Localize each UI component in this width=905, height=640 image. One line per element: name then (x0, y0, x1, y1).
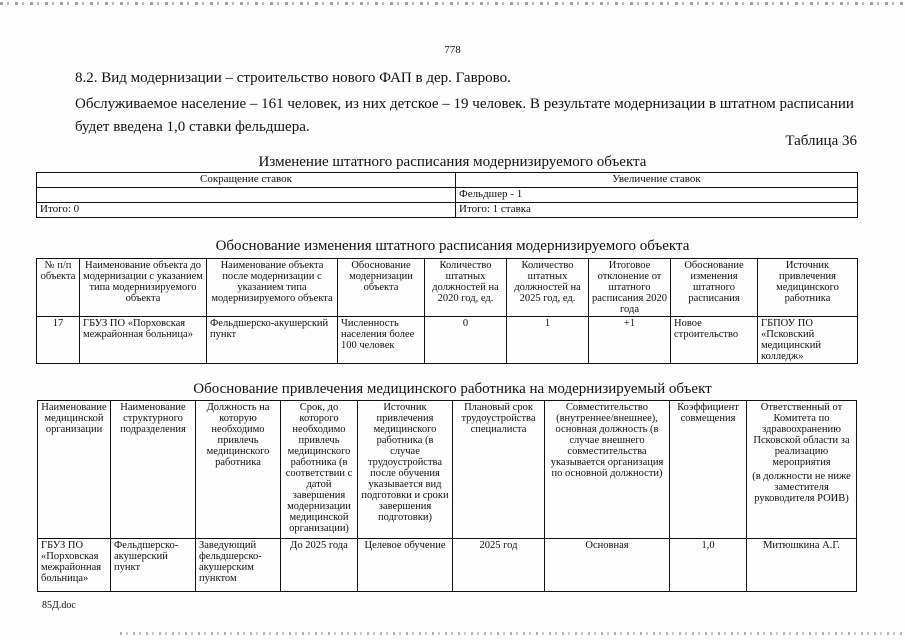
total-reduction: Итого: 0 (37, 203, 456, 218)
staffing-justification-table (36, 258, 858, 364)
header-responsible-note: (в должности не ниже заместителя руководителя РОИВ) (752, 471, 851, 504)
cell: ГБУЗ ПО «Порховская межрайонная больница» (80, 317, 207, 364)
cell: Заведующий фельдшерско-акушерским пунктом (196, 539, 281, 592)
increase-cell: Фельдшер - 1 (456, 188, 858, 203)
table-label: Таблица 36 (785, 133, 857, 149)
header-cell: Должность на которую необходимо привлечь медицинского работника (196, 401, 281, 539)
staffing-change-table (36, 172, 858, 218)
scan-artifact-bottom (120, 632, 905, 635)
cell: Численность населения более 100 человек (338, 317, 425, 364)
header-cell: Наименование медицинской организации (38, 401, 111, 539)
table-header-row (38, 401, 857, 539)
header-cell: Источник привлечения медицинского работника (758, 259, 858, 317)
header-cell: Наименование структурного подразделения (111, 401, 196, 539)
worker-attraction-table (37, 400, 857, 592)
header-cell: № п/п объекта (37, 259, 80, 317)
cell: Фельдшерско-акушерский пункт (111, 539, 196, 592)
cell: Митюшкина А.Г. (747, 539, 857, 592)
header-cell: Количество штатных должностей на 2020 год, ед. (425, 259, 507, 317)
header-cell: Срок, до которого необходимо привлечь медицинского работника (в соответствии с датой завершения модернизации медицинской организации) (281, 401, 358, 539)
header-cell: Обоснование изменения штатного расписания (671, 259, 758, 317)
header-cell: Совместительство (внутреннее/внешнее), основная должность (в случае внешнего совместительства указывается организация по основной должности) (545, 401, 670, 539)
page-number: 778 (444, 44, 461, 56)
cell: До 2025 года (281, 539, 358, 592)
header-cell: Коэффициент совмещения (670, 401, 747, 539)
header-cell-responsible (747, 401, 857, 539)
cell: Новое строительство (671, 317, 758, 364)
table1-title: Изменение штатного расписания модернизируемого объекта (258, 154, 647, 170)
header-responsible-main: Ответственный от Комитета по здравоохранению Псковской области за реализацию мероприятия (753, 402, 850, 468)
cell: 17 (37, 317, 80, 364)
header-cell: Итоговое отклонение от штатного расписания 2020 года (589, 259, 671, 317)
cell: Целевое обучение (358, 539, 453, 592)
table-row (38, 539, 857, 592)
section-heading: 8.2. Вид модернизации – строительство нового ФАП в дер. Гаврово. (75, 70, 511, 86)
header-increase: Увеличение ставок (456, 173, 858, 188)
body-paragraph: Обслуживаемое население – 161 человек, из них детское – 19 человек. В результате модернизации в штатном расписании будет введена 1,0 ставки фельдшера. (75, 96, 854, 135)
table2-title: Обоснование изменения штатного расписания модернизируемого объекта (215, 238, 690, 254)
header-cell: Плановый срок трудоустройства специалиста (453, 401, 545, 539)
header-reduction: Сокращение ставок (37, 173, 456, 188)
cell: +1 (589, 317, 671, 364)
cell: 2025 год (453, 539, 545, 592)
table-row (37, 317, 858, 364)
total-increase: Итого: 1 ставка (456, 203, 858, 218)
cell: ГБПОУ ПО «Псковский медицинский колледж» (758, 317, 858, 364)
reduction-cell (37, 188, 456, 203)
header-cell: Количество штатных должностей на 2025 год, ед. (507, 259, 589, 317)
cell: 1,0 (670, 539, 747, 592)
cell: ГБУЗ ПО «Порховская межрайонная больница» (38, 539, 111, 592)
header-cell: Обоснование модернизации объекта (338, 259, 425, 317)
header-cell: Источник привлечения медицинского работника (в случае трудоустройства после обучения указывается вид подготовки и сроки завершения подготовки) (358, 401, 453, 539)
scan-artifact-top (0, 2, 905, 5)
cell: Основная (545, 539, 670, 592)
cell: Фельдшерско-акушерский пункт (207, 317, 338, 364)
table3-title: Обоснование привлечения медицинского работника на модернизируемый объект (193, 381, 712, 397)
header-cell: Наименование объекта после модернизации с указанием типа модернизируемого объекта (207, 259, 338, 317)
table-header-row (37, 259, 858, 317)
cell: 0 (425, 317, 507, 364)
header-cell: Наименование объекта до модернизации с указанием типа модернизируемого объекта (80, 259, 207, 317)
footer-filename: 85Д.doc (42, 600, 76, 611)
cell: 1 (507, 317, 589, 364)
